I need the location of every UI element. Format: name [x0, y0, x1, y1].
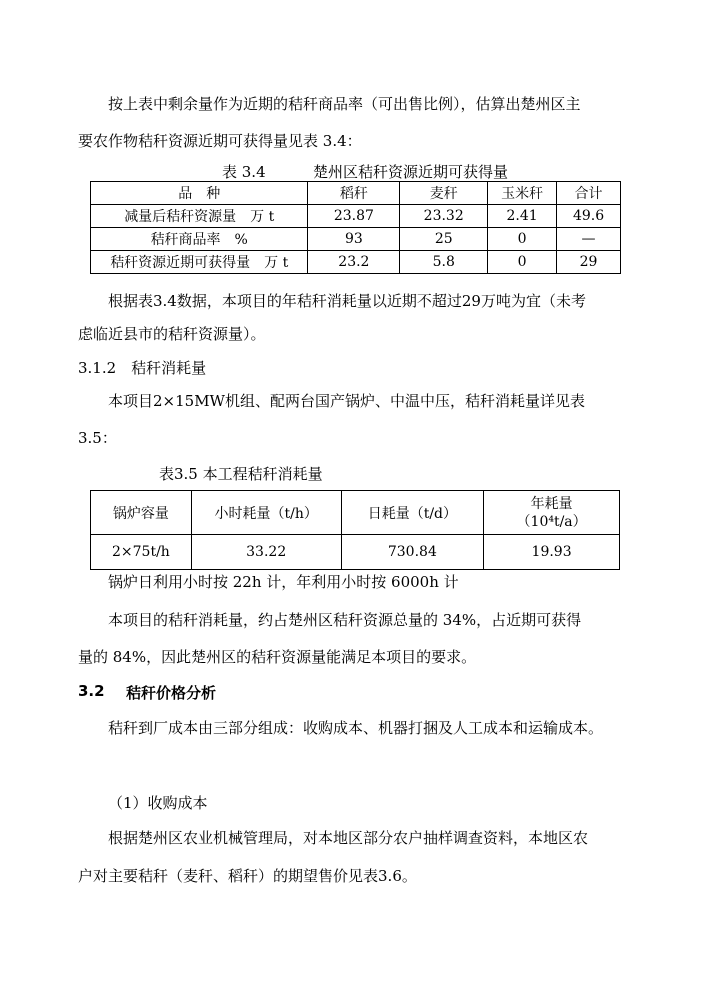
paragraph-1-line-1: 按上表中剩余量作为近期的秸秆商品率（可出售比例），估算出楚州区主 [108, 95, 581, 113]
table-row [91, 535, 620, 570]
paragraph-4-line-2: 量的 84%，因此楚州区的秸秆资源量能满足本项目的要求。 [78, 648, 477, 666]
table-cell: 2.41 [488, 205, 557, 228]
table-header-cell-annual [484, 491, 620, 535]
table-cell: 93 [308, 228, 400, 251]
table-cell: 23.2 [308, 251, 400, 274]
table-3-4-header-row [91, 182, 621, 205]
table-row [91, 228, 621, 251]
table-cell: 秸秆资源近期可获得量 万 t [91, 251, 308, 274]
table-cell: 19.93 [484, 535, 620, 570]
table-cell: 25 [400, 228, 488, 251]
table-cell: 49.6 [557, 205, 621, 228]
paragraph-4-line-1: 本项目的秸秆消耗量，约占楚州区秸秆资源总量的 34%，占近期可获得 [108, 611, 582, 629]
table-cell: 0 [488, 251, 557, 274]
table-header-cell: 玉米秆 [488, 182, 557, 205]
table-3-4-caption-title: 楚州区秸秆资源近期可获得量 [313, 163, 509, 181]
paragraph-2-line-2: 虑临近县市的秸秆资源量）。 [78, 325, 266, 343]
table-cell: 减量后秸秆资源量 万 t [91, 205, 308, 228]
table-3-4-caption-number: 表 3.4 [222, 163, 266, 181]
table-3-5 [90, 490, 620, 570]
table-row [91, 251, 621, 274]
paragraph-3-line-1: 本项目2×15MW机组、配两台国产锅炉、中温中压，秸秆消耗量详见表 [108, 392, 585, 410]
subheading-acquisition-cost: （1）收购成本 [108, 794, 208, 812]
table-header-cell: 日耗量（t/d） [341, 491, 484, 535]
table-3-5-header-row [91, 491, 620, 535]
paragraph-3-line-2: 3.5： [78, 429, 117, 447]
table-header-cell: 麦秆 [400, 182, 488, 205]
paragraph-1-line-2: 要农作物秸秆资源近期可获得量见表 3.4： [78, 132, 362, 150]
table-cell: 730.84 [341, 535, 484, 570]
table-cell: 29 [557, 251, 621, 274]
table-header-cell: 品 种 [91, 182, 308, 205]
table-cell: 23.87 [308, 205, 400, 228]
table-cell: 0 [488, 228, 557, 251]
table-header-cell: 稻秆 [308, 182, 400, 205]
table-cell: 秸秆商品率 % [91, 228, 308, 251]
table-cell: 5.8 [400, 251, 488, 274]
section-title-3-2: 秸秆价格分析 [126, 684, 217, 702]
table-3-5-caption: 表3.5 本工程秸秆消耗量 [159, 465, 323, 483]
paragraph-5: 秸秆到厂成本由三部分组成：收购成本、机器打捆及人工成本和运输成本。 [108, 719, 604, 737]
paragraph-6-line-2: 户对主要秸秆（麦秆、稻秆）的期望售价见表3.6。 [78, 867, 417, 885]
table-header-cell: 锅炉容量 [91, 491, 192, 535]
paragraph-6-line-1: 根据楚州区农业机械管理局，对本地区部分农户抽样调查资料，本地区农 [108, 829, 589, 847]
section-number-3-2: 3.2 [78, 682, 105, 700]
table-header-cell: 小时耗量（t/h） [191, 491, 341, 535]
paragraph-2-line-1: 根据表3.4数据，本项目的年秸秆消耗量以近期不超过29万吨为宜（未考 [108, 292, 586, 310]
annual-consumption-unit: （10⁴t/a） [516, 513, 587, 530]
table-3-4 [90, 181, 621, 274]
boiler-hours-note: 锅炉日利用小时按 22h 计，年利用小时按 6000h 计 [108, 573, 459, 591]
table-row [91, 205, 621, 228]
table-header-cell: 合计 [557, 182, 621, 205]
table-cell: 2×75t/h [91, 535, 192, 570]
section-heading-3-1-2: 3.1.2 秸秆消耗量 [78, 359, 207, 377]
table-cell: 33.22 [191, 535, 341, 570]
annual-consumption-label: 年耗量 [530, 495, 573, 512]
table-cell: — [557, 228, 621, 251]
table-cell: 23.32 [400, 205, 488, 228]
